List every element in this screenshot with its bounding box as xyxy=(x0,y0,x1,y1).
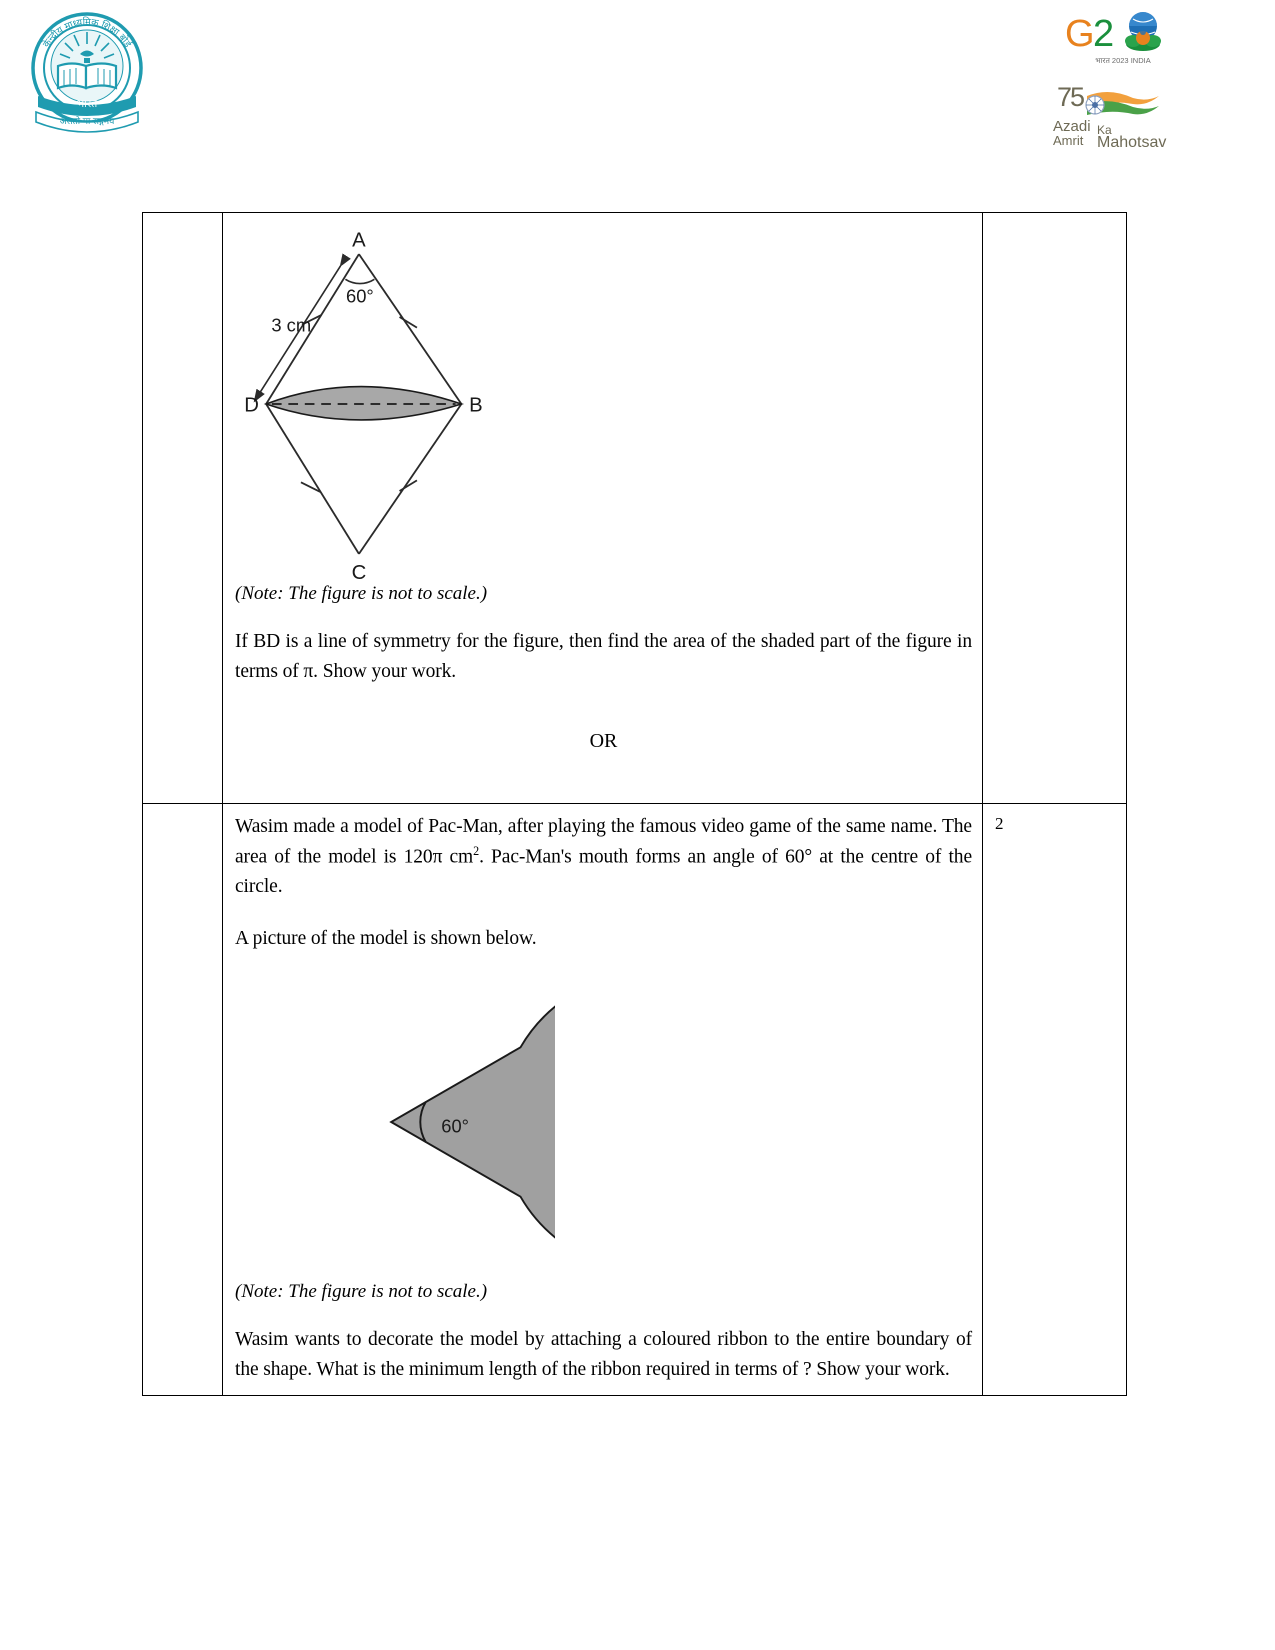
question-text-2-para1 xyxy=(235,812,972,901)
question-body-cell xyxy=(223,804,983,1395)
question-text-1: If BD is a line of symmetry for the figure, then find the area of the shaded part of the figure in terms of π. Show your work. xyxy=(235,631,972,682)
azadi-line1-b: Ka xyxy=(1097,123,1112,137)
question-number-cell xyxy=(143,804,223,1395)
kite-vertex-a: A xyxy=(352,229,366,252)
kite-diagram xyxy=(241,225,972,583)
azadi-numeral: 75 xyxy=(1057,82,1084,112)
pacman-body xyxy=(391,973,555,1272)
svg-text:2: 2 xyxy=(1093,13,1114,55)
or-separator: OR xyxy=(589,730,618,753)
kite-angle-label: 60° xyxy=(346,285,374,307)
kite-vertex-b: B xyxy=(469,394,483,417)
kite-vertex-c: C xyxy=(351,561,367,583)
azadi-75-icon xyxy=(1057,82,1159,115)
cbse-logo-motto-text: असतो मा सद्गमय xyxy=(59,116,115,126)
g20-subtitle: भारत 2023 INDIA xyxy=(1095,56,1151,65)
question-number-cell xyxy=(143,213,223,804)
svg-text:G: G xyxy=(1065,13,1094,55)
question-number xyxy=(143,213,222,223)
cbse-emblem-icon xyxy=(33,14,141,132)
question-text-2-para3: Wasim wants to decorate the model by attaching a coloured ribbon to the entire boundary of the shape. What is the minimum length of the ribbon required in terms of ? Show your work. xyxy=(235,1329,972,1380)
page-header xyxy=(0,0,1275,180)
question-text-2-para2: A picture of the model is shown below. xyxy=(235,927,537,949)
marks-cell xyxy=(983,213,1127,804)
azadi-logo xyxy=(1053,78,1179,148)
kite-vertex-d: D xyxy=(244,394,259,417)
azadi-line2-b: Mahotsav xyxy=(1097,134,1167,148)
g20-wordmark-icon xyxy=(1065,12,1161,55)
pacman-diagram xyxy=(237,963,972,1281)
question-table xyxy=(142,212,1127,1396)
pacman-angle-label: 60° xyxy=(441,1115,469,1137)
pacman-para1-part-b: . Pac-Man's mouth forms an angle of 60° at the centre of the circle. xyxy=(235,846,972,897)
figure-note-1: (Note: The figure is not to scale.) xyxy=(235,583,488,604)
angle-arc-a xyxy=(345,279,374,283)
cbse-logo xyxy=(22,8,152,138)
marks-cell xyxy=(983,804,1127,1395)
kite-side-label: 3 cm xyxy=(271,314,312,336)
cbse-logo-banner-text: भारत xyxy=(76,98,98,110)
azadi-line2-a: Amrit xyxy=(1053,133,1084,148)
question-body-cell xyxy=(223,213,983,804)
g20-logo xyxy=(1063,8,1183,70)
table-row xyxy=(143,213,1127,804)
pacman-para1-superscript: 2 xyxy=(473,843,480,858)
cbse-logo-top-text: केन्द्रीय माध्यमिक शिक्षा बोर्ड xyxy=(41,16,134,50)
question-number xyxy=(143,804,222,814)
azadi-line1-a: Azadi xyxy=(1053,118,1091,135)
marks-value: 2 xyxy=(995,814,1004,834)
figure-note-2: (Note: The figure is not to scale.) xyxy=(235,1281,488,1303)
table-row xyxy=(143,804,1127,1395)
marks-value xyxy=(983,213,1126,223)
pacman-para1-part-a: Wasim made a model of Pac-Man, after playing the famous video game of the same name. The area of the model is 120π cm xyxy=(235,816,972,868)
